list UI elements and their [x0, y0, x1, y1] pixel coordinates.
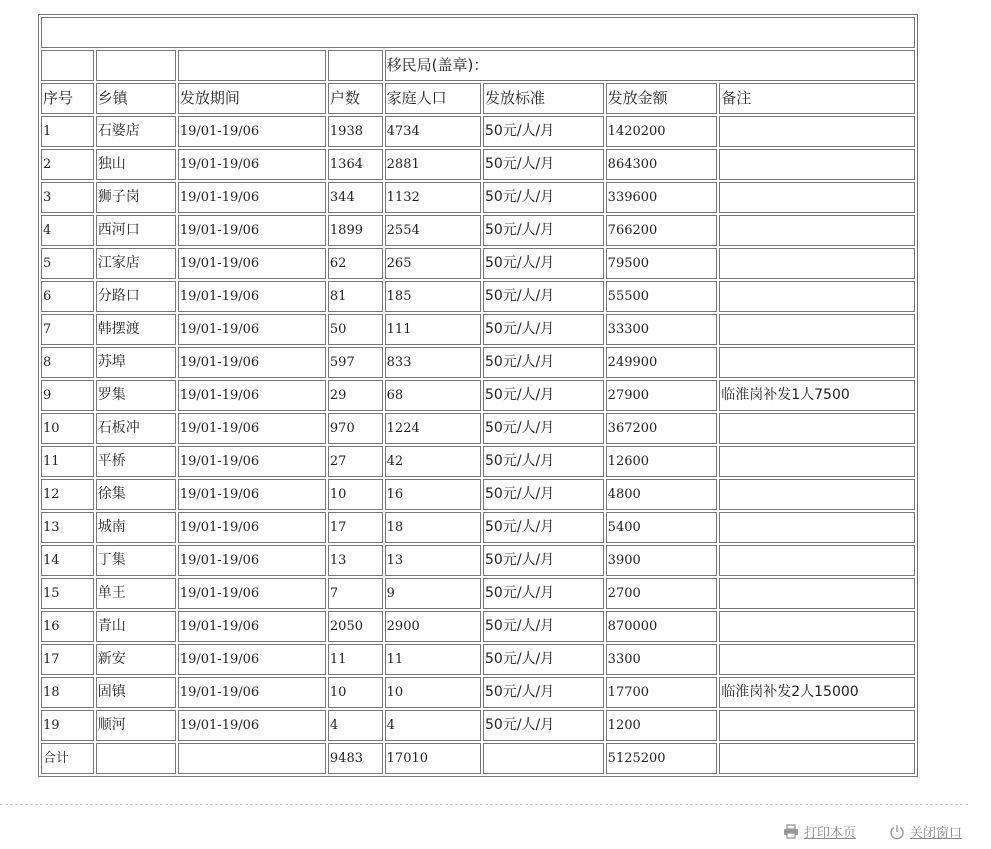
table-cell: 79500	[606, 248, 718, 279]
table-cell: 68	[385, 380, 481, 411]
header-row	[41, 83, 915, 114]
table-cell: 16	[41, 611, 94, 642]
table-row	[41, 347, 915, 378]
table-cell: 19/01-19/06	[178, 545, 326, 576]
table-cell: 2554	[385, 215, 481, 246]
table-cell: 2881	[385, 149, 481, 180]
table-cell: 15	[41, 578, 94, 609]
table-cell: 50元/人/月	[483, 545, 604, 576]
table-cell	[719, 578, 915, 609]
table-cell: 265	[385, 248, 481, 279]
table-cell: 江家店	[96, 248, 176, 279]
table-cell	[719, 116, 915, 147]
table-cell: 14	[41, 545, 94, 576]
table-cell: 833	[385, 347, 481, 378]
table-cell	[719, 149, 915, 180]
table-cell: 西河口	[96, 215, 176, 246]
table-cell: 10	[41, 413, 94, 444]
table-row	[41, 413, 915, 444]
table-cell: 16	[385, 479, 481, 510]
table-cell: 19/01-19/06	[178, 347, 326, 378]
table-cell	[719, 248, 915, 279]
table-row	[41, 281, 915, 312]
table-cell: 青山	[96, 611, 176, 642]
table-cell: 1899	[328, 215, 383, 246]
table-cell: 5	[41, 248, 94, 279]
table-row	[41, 479, 915, 510]
table-cell: 1200	[606, 710, 718, 741]
table-cell: 50	[328, 314, 383, 345]
table-cell: 17010	[385, 743, 481, 774]
table-cell	[719, 314, 915, 345]
table-cell: 50元/人/月	[483, 182, 604, 213]
table-cell: 3300	[606, 644, 718, 675]
table-cell: 9	[385, 578, 481, 609]
column-header: 户数	[328, 83, 383, 114]
table-cell: 50元/人/月	[483, 248, 604, 279]
table-cell	[719, 743, 915, 774]
table-cell: 19/01-19/06	[178, 248, 326, 279]
table-cell: 罗集	[96, 380, 176, 411]
table-cell: 111	[385, 314, 481, 345]
resettlement-subsidy-table	[38, 14, 918, 777]
table-cell: 19/01-19/06	[178, 710, 326, 741]
table-cell: 丁集	[96, 545, 176, 576]
print-page-link[interactable]	[783, 822, 856, 841]
table-cell: 13	[41, 512, 94, 543]
stamp-label: 移民局(盖章)：	[385, 50, 915, 81]
table-cell: 10	[385, 677, 481, 708]
table-cell: 11	[385, 644, 481, 675]
table-cell: 50元/人/月	[483, 281, 604, 312]
table-row	[41, 314, 915, 345]
table-cell: 19/01-19/06	[178, 479, 326, 510]
table-cell: 17	[41, 644, 94, 675]
table-cell: 固镇	[96, 677, 176, 708]
footer-divider	[0, 804, 968, 805]
printer-icon	[783, 824, 799, 839]
column-header: 发放金额	[606, 83, 718, 114]
table-row	[41, 248, 915, 279]
table-cell	[178, 743, 326, 774]
table-cell: 5125200	[606, 743, 718, 774]
column-header: 序号	[41, 83, 94, 114]
table-cell: 50元/人/月	[483, 314, 604, 345]
table-cell: 50元/人/月	[483, 149, 604, 180]
table-cell	[719, 281, 915, 312]
table-cell: 7	[41, 314, 94, 345]
table-cell: 55500	[606, 281, 718, 312]
table-cell: 19/01-19/06	[178, 644, 326, 675]
power-icon	[889, 824, 905, 840]
table-cell: 50元/人/月	[483, 116, 604, 147]
table-cell: 17700	[606, 677, 718, 708]
table-cell: 50元/人/月	[483, 413, 604, 444]
table-cell	[483, 743, 604, 774]
table-cell: 石板冲	[96, 413, 176, 444]
table-row	[41, 116, 915, 147]
total-row	[41, 743, 915, 774]
table-cell: 徐集	[96, 479, 176, 510]
table-cell	[719, 413, 915, 444]
table-cell: 50元/人/月	[483, 710, 604, 741]
table-cell: 1	[41, 116, 94, 147]
table-cell: 12	[41, 479, 94, 510]
table-cell: 344	[328, 182, 383, 213]
table-cell: 8	[41, 347, 94, 378]
table-cell: 19/01-19/06	[178, 611, 326, 642]
table-cell: 864300	[606, 149, 718, 180]
table-row	[41, 215, 915, 246]
table-cell: 狮子岗	[96, 182, 176, 213]
table-cell: 4	[385, 710, 481, 741]
table-row	[41, 611, 915, 642]
table-cell: 19/01-19/06	[178, 446, 326, 477]
table-cell: 10	[328, 677, 383, 708]
column-header: 乡镇	[96, 83, 176, 114]
table-cell: 50元/人/月	[483, 512, 604, 543]
table-cell: 27	[328, 446, 383, 477]
title-row	[41, 17, 915, 48]
table-cell: 10	[328, 479, 383, 510]
table-cell: 分路口	[96, 281, 176, 312]
table-cell: 42	[385, 446, 481, 477]
table-row	[41, 545, 915, 576]
table-cell: 27900	[606, 380, 718, 411]
table-cell: 19/01-19/06	[178, 149, 326, 180]
table-cell: 5400	[606, 512, 718, 543]
table-cell: 石婆店	[96, 116, 176, 147]
table-cell: 17	[328, 512, 383, 543]
table-cell: 19/01-19/06	[178, 677, 326, 708]
table-row	[41, 578, 915, 609]
table-cell: 367200	[606, 413, 718, 444]
table-cell: 249900	[606, 347, 718, 378]
table-cell	[719, 347, 915, 378]
table-cell: 19/01-19/06	[178, 578, 326, 609]
table-title	[41, 17, 915, 48]
table-cell: 50元/人/月	[483, 578, 604, 609]
table-row	[41, 380, 915, 411]
table-cell: 1132	[385, 182, 481, 213]
table-cell: 1938	[328, 116, 383, 147]
table-cell: 4	[328, 710, 383, 741]
table-row	[41, 512, 915, 543]
table-cell: 4734	[385, 116, 481, 147]
table-cell: 11	[328, 644, 383, 675]
table-cell: 19/01-19/06	[178, 380, 326, 411]
table-cell: 12600	[606, 446, 718, 477]
print-page-label: 打印本页	[804, 826, 857, 841]
table-cell: 2700	[606, 578, 718, 609]
stamp-row	[41, 50, 915, 81]
table-cell: 970	[328, 413, 383, 444]
table-cell: 合计	[41, 743, 94, 774]
table-cell: 33300	[606, 314, 718, 345]
table-cell: 1224	[385, 413, 481, 444]
table-cell: 13	[328, 545, 383, 576]
table-cell: 临淮岗补发1人7500	[719, 380, 915, 411]
table-cell: 50元/人/月	[483, 215, 604, 246]
table-cell	[719, 215, 915, 246]
table-row	[41, 149, 915, 180]
table-cell: 18	[385, 512, 481, 543]
table-cell: 50元/人/月	[483, 347, 604, 378]
column-header: 发放标准	[483, 83, 604, 114]
column-header: 发放期间	[178, 83, 326, 114]
table-cell: 13	[385, 545, 481, 576]
table-cell: 185	[385, 281, 481, 312]
table-cell: 新安	[96, 644, 176, 675]
table-cell: 2900	[385, 611, 481, 642]
table-cell: 9483	[328, 743, 383, 774]
table-cell: 4	[41, 215, 94, 246]
table-cell: 19/01-19/06	[178, 116, 326, 147]
table-cell: 苏埠	[96, 347, 176, 378]
table-cell: 3900	[606, 545, 718, 576]
table-row	[41, 677, 915, 708]
table-cell: 50元/人/月	[483, 677, 604, 708]
table-cell: 766200	[606, 215, 718, 246]
table-cell: 50元/人/月	[483, 479, 604, 510]
table-cell: 11	[41, 446, 94, 477]
table-cell: 平桥	[96, 446, 176, 477]
table-cell	[719, 710, 915, 741]
table-cell: 19/01-19/06	[178, 182, 326, 213]
table-cell: 339600	[606, 182, 718, 213]
table-cell: 3	[41, 182, 94, 213]
column-header: 备注	[719, 83, 915, 114]
table-cell: 2	[41, 149, 94, 180]
table-cell: 18	[41, 677, 94, 708]
table-cell: 19/01-19/06	[178, 314, 326, 345]
table-cell: 19/01-19/06	[178, 281, 326, 312]
table-row	[41, 644, 915, 675]
table-cell: 19/01-19/06	[178, 413, 326, 444]
table-cell: 1420200	[606, 116, 718, 147]
table-cell: 81	[328, 281, 383, 312]
table-cell: 1364	[328, 149, 383, 180]
close-window-link[interactable]	[889, 822, 962, 841]
table-cell: 7	[328, 578, 383, 609]
table-cell: 4800	[606, 479, 718, 510]
table-cell: 单王	[96, 578, 176, 609]
table-cell: 50元/人/月	[483, 380, 604, 411]
table-row	[41, 182, 915, 213]
table-cell: 29	[328, 380, 383, 411]
table-cell: 9	[41, 380, 94, 411]
table-cell: 50元/人/月	[483, 644, 604, 675]
table-cell: 19/01-19/06	[178, 215, 326, 246]
table-cell: 62	[328, 248, 383, 279]
table-cell: 6	[41, 281, 94, 312]
table-cell	[719, 611, 915, 642]
close-window-label: 关闭窗口	[910, 826, 963, 841]
table-cell: 临淮岗补发2人15000	[719, 677, 915, 708]
table-cell: 50元/人/月	[483, 446, 604, 477]
table-cell: 韩摆渡	[96, 314, 176, 345]
table-cell	[719, 644, 915, 675]
table-cell	[719, 545, 915, 576]
table-cell: 城南	[96, 512, 176, 543]
table-cell	[719, 512, 915, 543]
table-cell: 50元/人/月	[483, 611, 604, 642]
table-cell	[719, 479, 915, 510]
table-cell: 870000	[606, 611, 718, 642]
table-row	[41, 710, 915, 741]
table-cell	[96, 743, 176, 774]
table-cell: 顺河	[96, 710, 176, 741]
table-cell	[719, 446, 915, 477]
table-cell: 19	[41, 710, 94, 741]
table-cell: 2050	[328, 611, 383, 642]
table-cell	[719, 182, 915, 213]
table-row	[41, 446, 915, 477]
column-header: 家庭人口	[385, 83, 481, 114]
table-cell: 独山	[96, 149, 176, 180]
table-cell: 19/01-19/06	[178, 512, 326, 543]
table-cell: 597	[328, 347, 383, 378]
